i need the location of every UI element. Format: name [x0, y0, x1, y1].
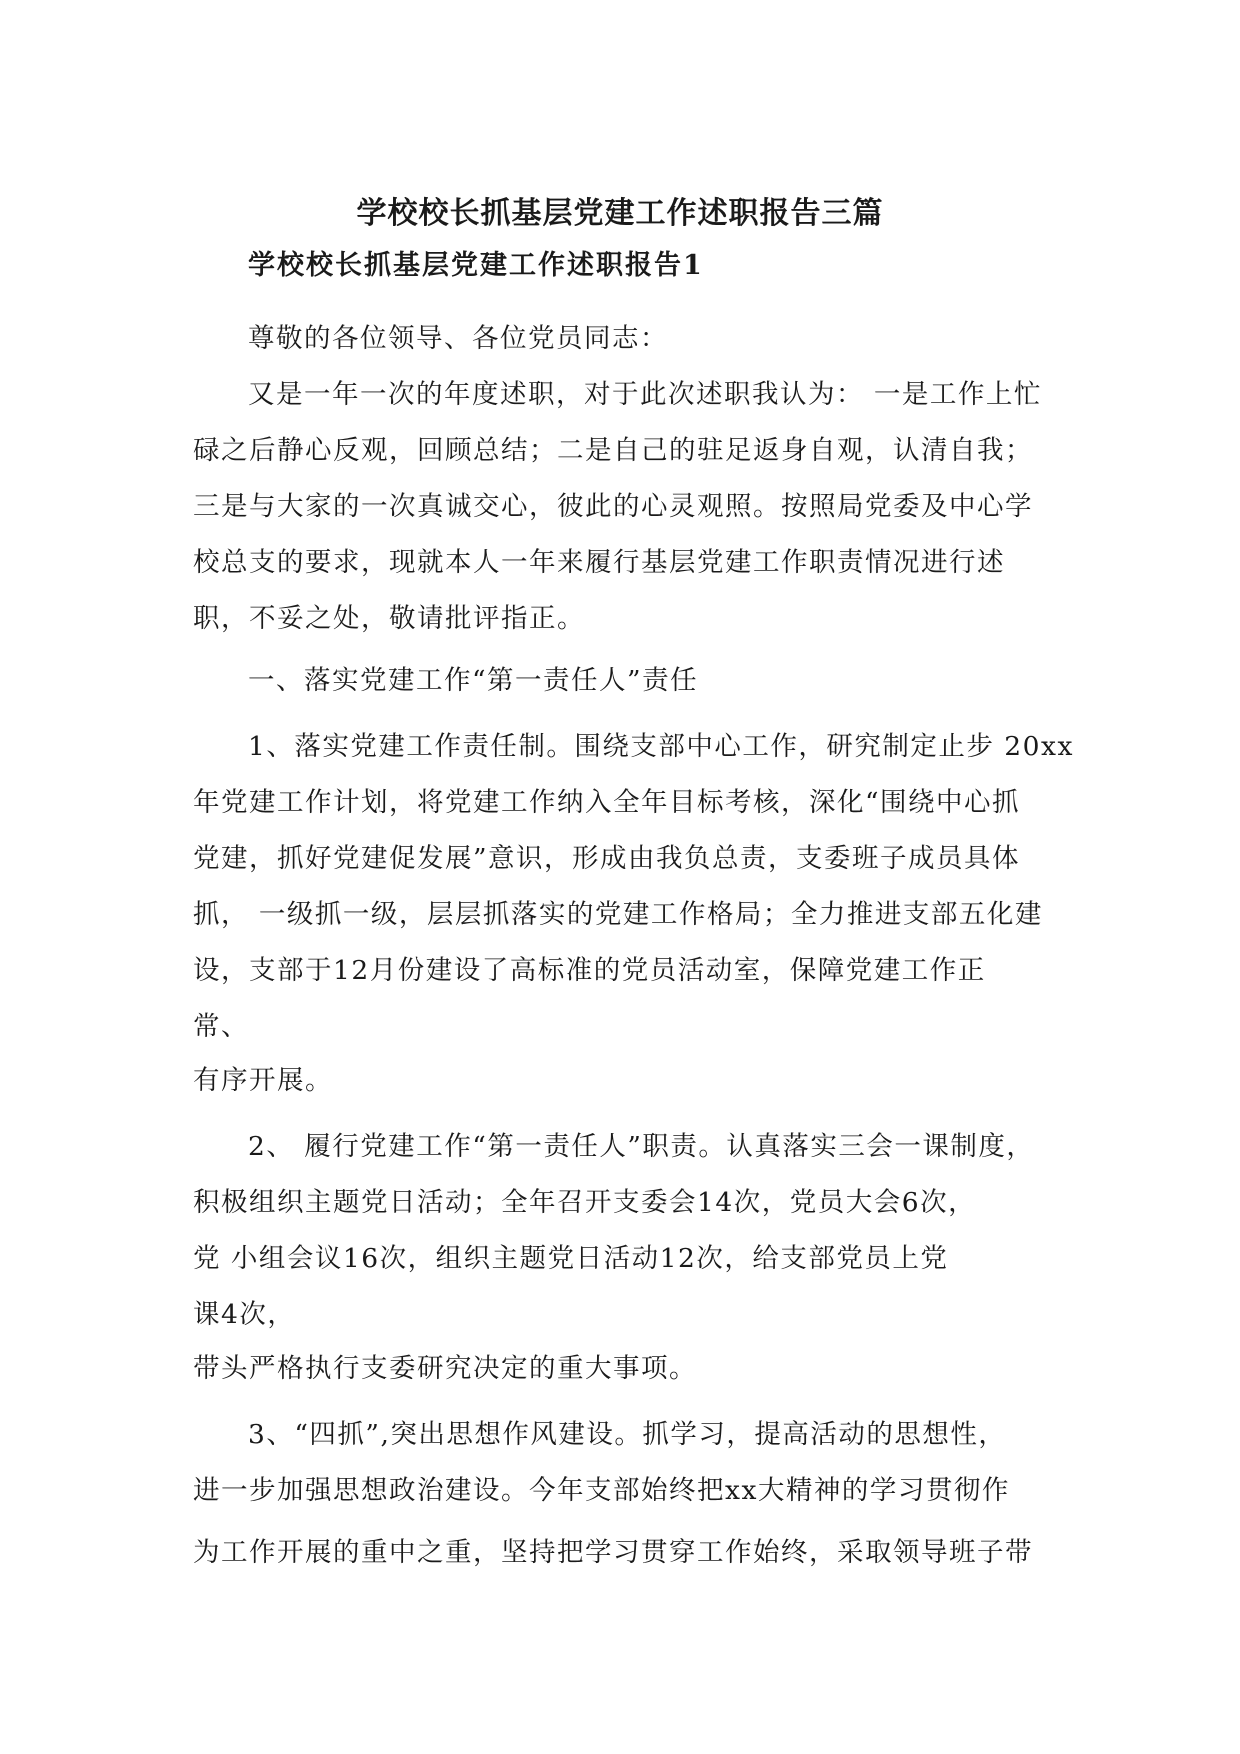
- document-subtitle: 学校校长抓基层党建工作述职报告1: [248, 250, 704, 281]
- paragraph-line: 党建，抓好党建促发展”意识，形成由我负总责，支委班子成员具体: [193, 843, 1021, 874]
- paragraph-line: 1、落实党建工作责任制。围绕支部中心工作，研究制定止步 20xx: [248, 731, 1074, 762]
- paragraph-line: 课4次，: [193, 1299, 296, 1330]
- paragraph-line: 为工作开展的重中之重，坚持把学习贯穿工作始终，采取领导班子带: [193, 1537, 1033, 1568]
- document-title: 学校校长抓基层党建工作述职报告三篇: [356, 196, 884, 231]
- paragraph-line: 带头严格执行支委研究决定的重大事项。: [193, 1353, 697, 1384]
- paragraph-line: 2、 履行党建工作“第一责任人”职责。认真落实三会一课制度，: [248, 1131, 1035, 1162]
- section-heading: 一、落实党建工作“第一责任人”责任: [248, 665, 699, 696]
- paragraph-line: 三是与大家的一次真诚交心，彼此的心灵观照。按照局党委及中心学: [193, 491, 1033, 522]
- paragraph-line: 设，支部于12月份建设了高标准的党员活动室，保障党建工作正: [193, 955, 986, 986]
- paragraph-line: 3、“四抓”,突出思想作风建设。抓学习，提高活动的思想性，: [248, 1419, 1007, 1450]
- paragraph-line: 进一步加强思想政治建设。今年支部始终把xx大精神的学习贯彻作: [193, 1475, 1010, 1506]
- paragraph-line: 党 小组会议16次，组织主题党日活动12次，给支部党员上党: [193, 1243, 949, 1274]
- paragraph-line: 碌之后静心反观，回顾总结；二是自己的驻足返身自观，认清自我；: [193, 435, 1033, 466]
- paragraph-line: 有序开展。: [193, 1065, 333, 1096]
- paragraph-line: 又是一年一次的年度述职，对于此次述职我认为： 一是工作上忙: [248, 379, 1042, 410]
- paragraph-line: 常、: [193, 1011, 249, 1042]
- salutation-line: 尊敬的各位领导、各位党员同志：: [248, 323, 668, 354]
- paragraph-line: 职，不妥之处，敬请批评指正。: [193, 603, 585, 634]
- paragraph-line: 抓， 一级抓一级，层层抓落实的党建工作格局；全力推进支部五化建: [193, 899, 1043, 930]
- paragraph-line: 年党建工作计划，将党建工作纳入全年目标考核，深化“围绕中心抓: [193, 787, 1021, 818]
- paragraph-line: 校总支的要求，现就本人一年来履行基层党建工作职责情况进行述: [193, 547, 1005, 578]
- paragraph-line: 积极组织主题党日活动；全年召开支委会14次，党员大会6次，: [193, 1187, 977, 1218]
